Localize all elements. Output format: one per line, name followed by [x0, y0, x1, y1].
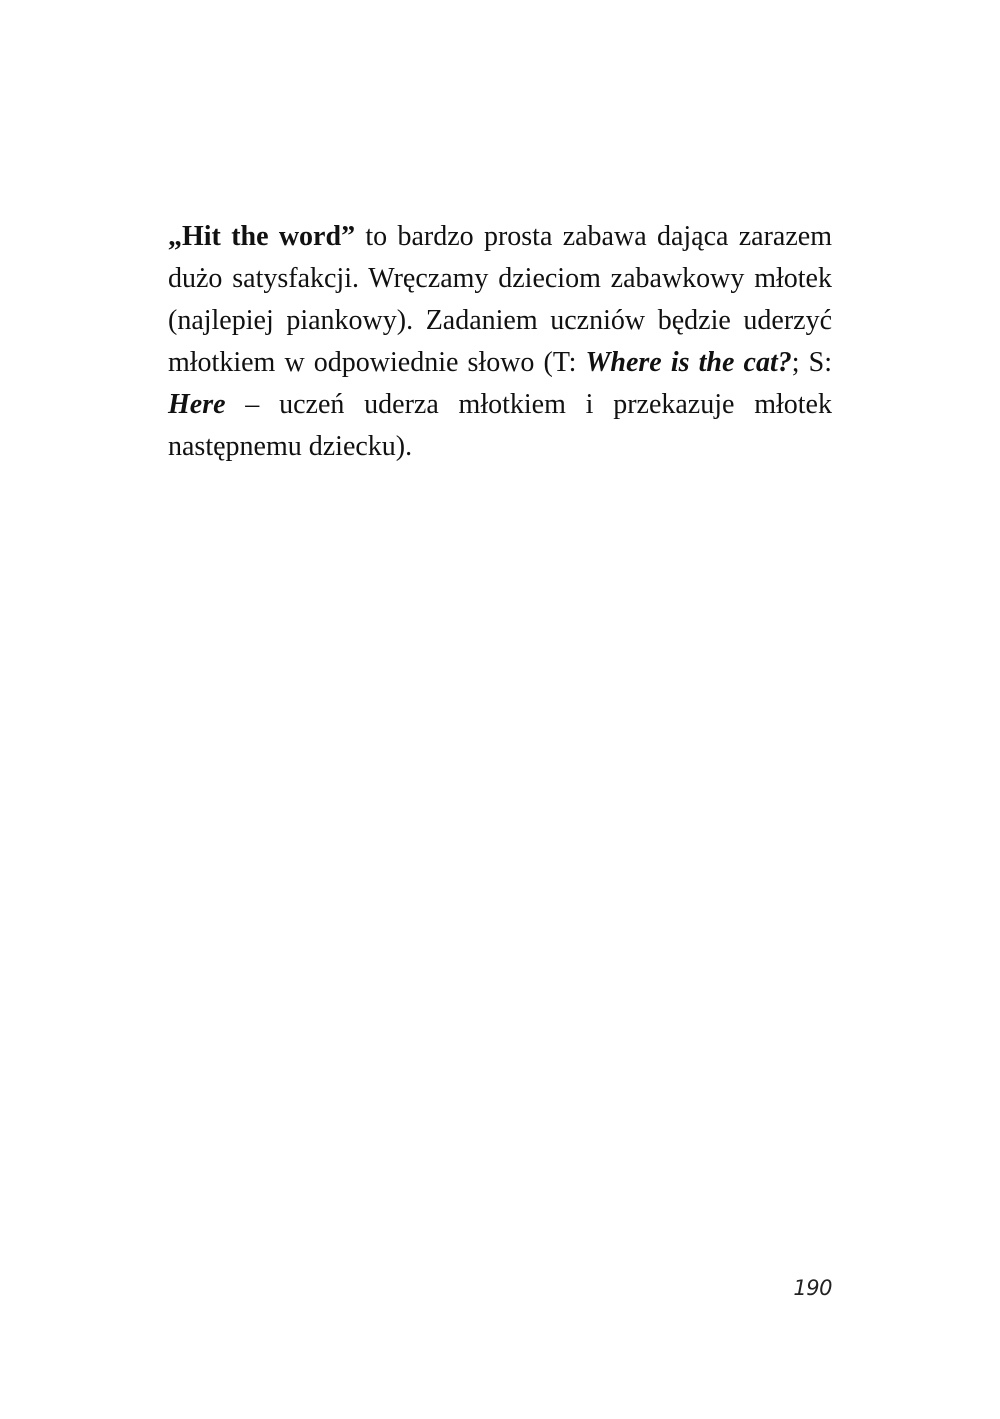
paragraph-text-1: to bardzo prosta zabawa dająca zarazem dużo satysfakcji. Wręczamy dzieciom zabawkowy młotek (najlepiej piankowy). Zadaniem uczniów będzie uderzyć młotkiem w odpowiednie słowo (T: — [168, 221, 832, 378]
page-number: 190 — [793, 1276, 832, 1300]
teacher-question: Where is the cat? — [585, 347, 792, 378]
body-paragraph — [168, 216, 832, 468]
game-name-heading — [168, 221, 355, 252]
paragraph-text-2: ; S: — [791, 347, 833, 378]
paragraph-text-3: – uczeń uderza młotkiem i przekazuje młotek następnemu dziecku). — [168, 389, 832, 462]
quote-close: ” — [341, 221, 356, 252]
quote-open: „ — [168, 221, 182, 252]
game-name: Hit the word — [182, 221, 342, 252]
student-answer: Here — [168, 389, 226, 420]
